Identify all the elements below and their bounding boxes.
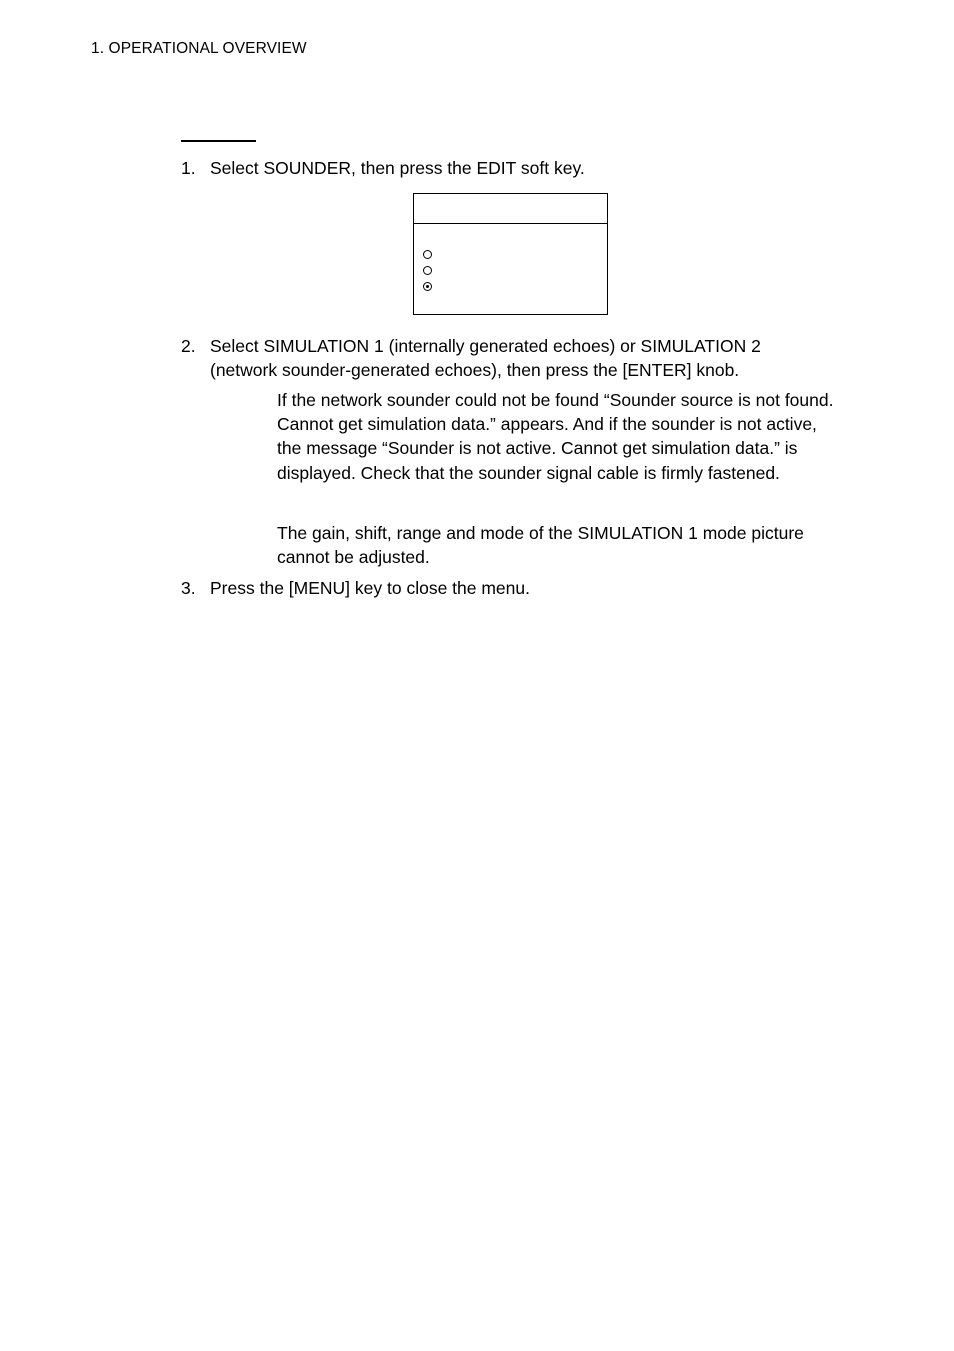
note-2: The gain, shift, range and mode of the SIMULATION 1 mode picture cannot be adjusted. [277,523,804,568]
radio-unselected-icon [423,250,432,259]
step-number: 3. [181,578,196,598]
radio-unselected-icon [423,266,432,275]
step-text: Select SOUNDER, then press the EDIT soft key. [210,158,585,178]
running-header: 1. OPERATIONAL OVERVIEW [91,40,307,57]
menu-option-1 [423,248,440,260]
step-text: Select SIMULATION 1 (internally generated echoes) or SIMULATION 2 (network sounder-generated echoes), then press the [ENTER] knob. [210,336,761,380]
note-1: If the network sounder could not be found “Sounder source is not found. Cannot get simulation data.” appears. And if the sounder is not active, the message “Sounder is not active. Cannot get simulation data.” is displayed. Check that the sounder signal cable is firmly fastened. [277,390,834,483]
step-1 [181,156,821,180]
menu-title [414,194,607,224]
step-3 [181,576,821,600]
menu-option-3 [423,280,440,292]
menu-figure [413,193,608,315]
section-heading-rule [181,140,256,142]
step-2 [181,334,821,382]
radio-selected-icon [423,282,432,291]
menu-option-2 [423,264,440,276]
step-number: 2. [181,336,196,356]
step-number: 1. [181,158,196,178]
step-text: Press the [MENU] key to close the menu. [210,578,530,598]
